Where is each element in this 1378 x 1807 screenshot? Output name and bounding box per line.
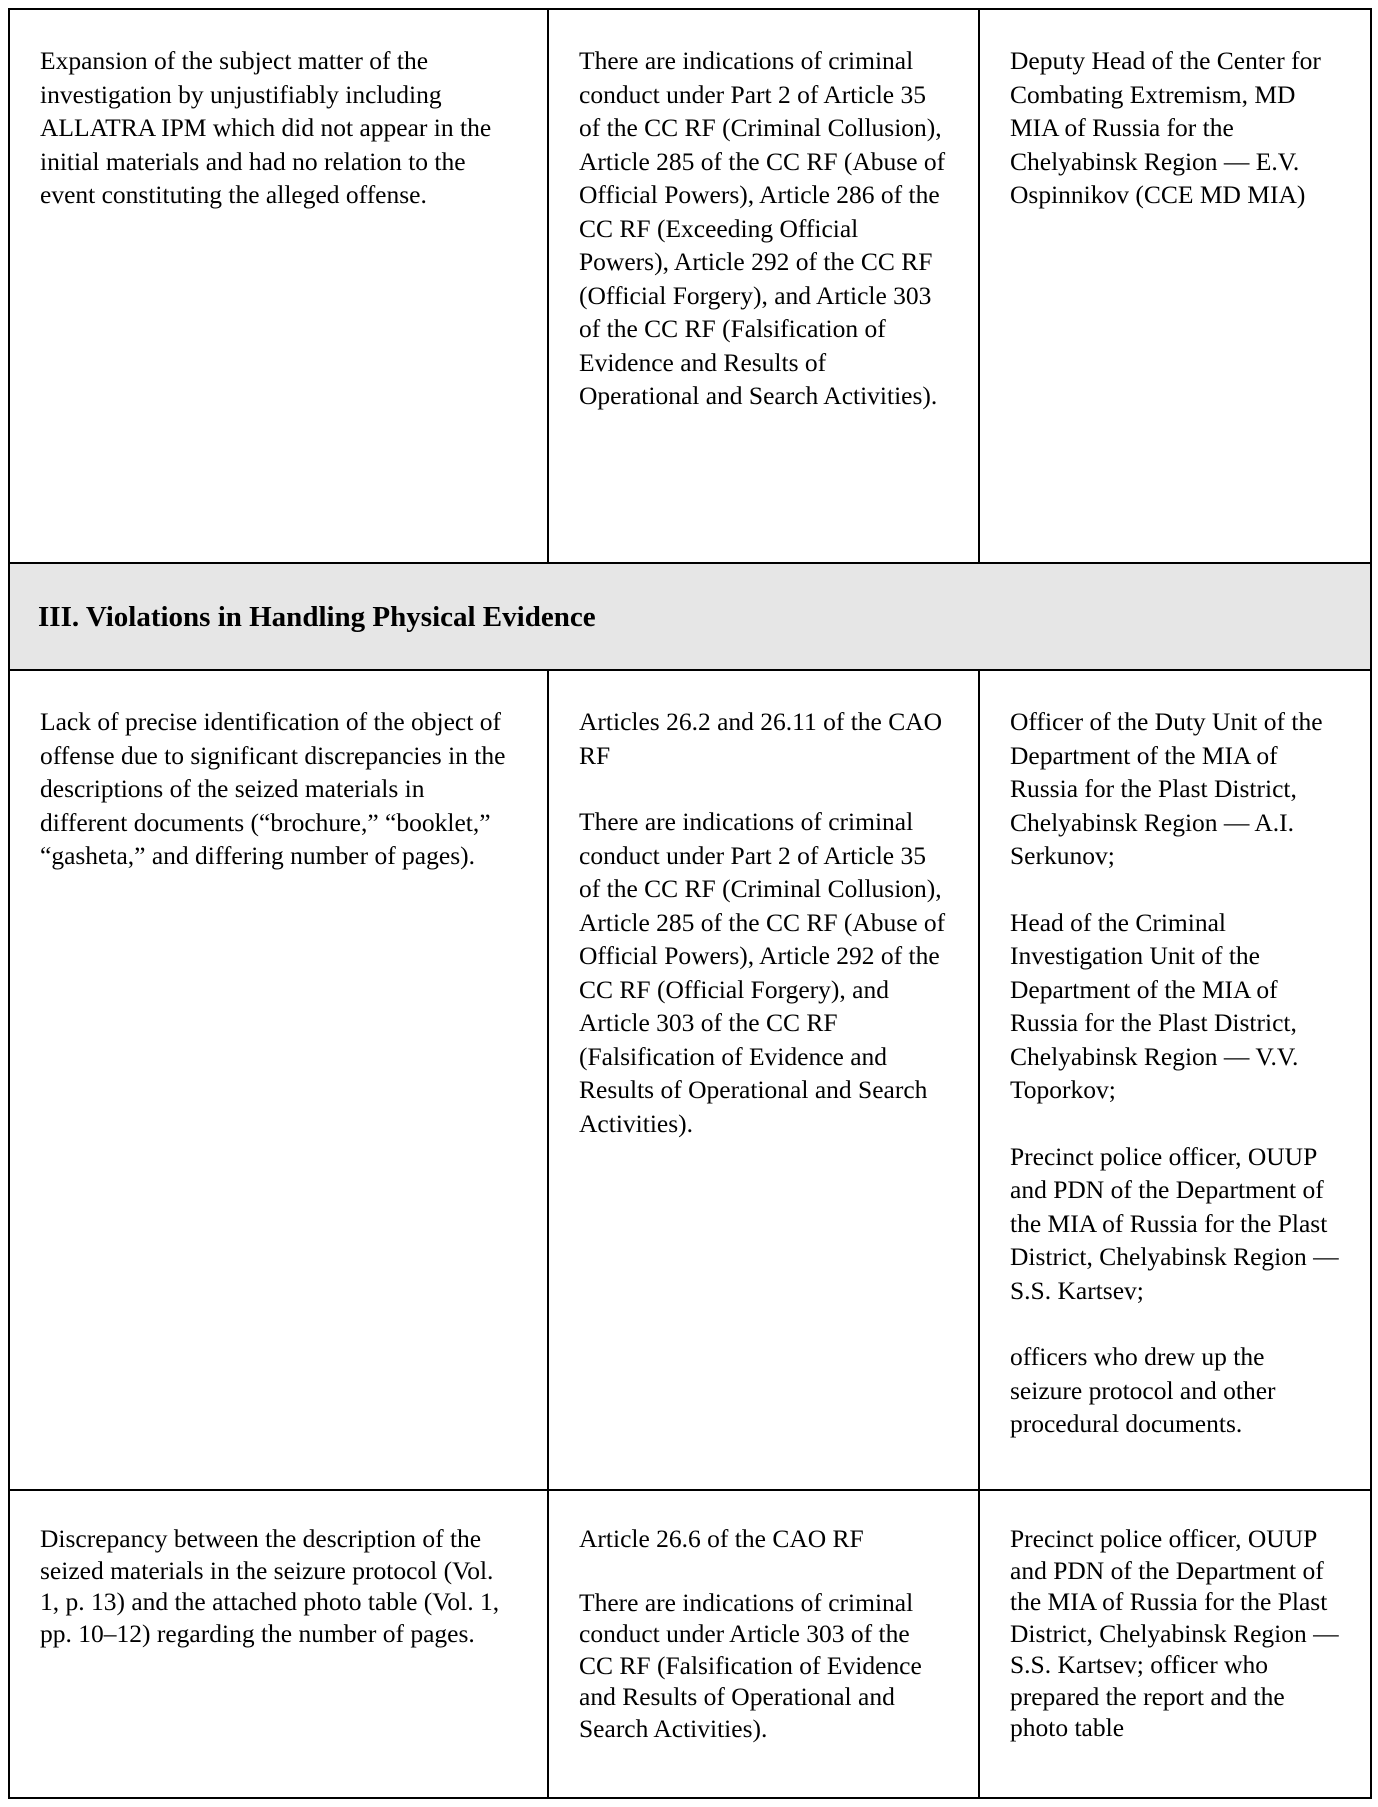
responsible-text: officers who drew up the seizure protocol and other procedural documents. xyxy=(1010,1342,1276,1438)
qualification-cell xyxy=(548,9,979,563)
section-header-row xyxy=(9,563,1371,670)
violations-table xyxy=(8,8,1372,1799)
section-header-cell xyxy=(9,563,1371,670)
violation-cell xyxy=(9,1490,548,1798)
violation-cell xyxy=(9,670,548,1490)
responsible-text: Officer of the Duty Unit of the Department of the MIA of Russia for the Plast District, Chelyabinsk Region — A.I. Serkunov; xyxy=(1010,707,1323,870)
violation-text: Discrepancy between the description of the seized materials in the seizure protocol (Vol. 1, p. 13) and the attached photo table (Vol. 1, pp. 10–12) regarding the number of pages. xyxy=(40,1524,500,1648)
qualification-text: There are indications of criminal conduct under Part 2 of Article 35 of the CC RF (Criminal Collusion), Article 285 of the CC RF (Abuse of Official Powers), Article 286 of the CC RF (Exceeding Official Powers), Article 292 of the CC RF (Official Forgery), and Article 303 of the CC RF (Falsification of Evidence and Results of Operational and Search Activities). xyxy=(579,46,946,410)
responsible-cell xyxy=(979,1490,1371,1798)
qualification-cell xyxy=(548,1490,979,1798)
table-row xyxy=(9,1490,1371,1798)
responsible-text: Head of the Criminal Investigation Unit of the Department of the MIA of Russia for the Plast District, Chelyabinsk Region — V.V. Toporkov; xyxy=(1010,907,1299,1104)
qualification-text: Articles 26.2 and 26.11 of the CAO RF xyxy=(579,707,943,770)
responsible-cell xyxy=(979,670,1371,1490)
responsible-text: Precinct police officer, OUUP and PDN of the Department of the MIA of Russia for the Plast District, Chelyabinsk Region — S.S. Kartsev; officer who prepared the report and the photo table xyxy=(1010,1524,1339,1742)
section-title: III. Violations in Handling Physical Evidence xyxy=(38,600,596,633)
table-row xyxy=(9,9,1371,563)
table-row xyxy=(9,670,1371,1490)
qualification-text: There are indications of criminal conduct under Part 2 of Article 35 of the CC RF (Criminal Collusion), Article 285 of the CC RF (Abuse of Official Powers), Article 292 of the CC RF (Official Forgery), and Article 303 of the CC RF (Falsification of Evidence and Results of Operational and Search Activities). xyxy=(579,807,946,1138)
qualification-text: Article 26.6 of the CAO RF xyxy=(579,1524,864,1553)
responsible-text: Deputy Head of the Center for Combating Extremism, MD MIA of Russia for the Chelyabinsk Region — E.V. Ospinnikov (CCE MD MIA) xyxy=(1010,46,1321,209)
responsible-cell xyxy=(979,9,1371,563)
qualification-cell xyxy=(548,670,979,1490)
violation-text: Expansion of the subject matter of the investigation by unjustifiably including ALLATRA IPM which did not appear in the initial materials and had no relation to the event constituting the alleged offense. xyxy=(40,46,492,209)
responsible-text: Precinct police officer, OUUP and PDN of the Department of the MIA of Russia for the Plast District, Chelyabinsk Region — S.S. Kartsev; xyxy=(1010,1141,1339,1305)
violation-cell xyxy=(9,9,548,563)
violation-text: Lack of precise identification of the object of offense due to significant discrepancies in the descriptions of the seized materials in different documents (“brochure,” “booklet,” “gasheta,” and differing number of pages). xyxy=(40,707,506,870)
qualification-text: There are indications of criminal conduct under Article 303 of the CC RF (Falsification of Evidence and Results of Operational and Search Activities). xyxy=(579,1587,922,1743)
